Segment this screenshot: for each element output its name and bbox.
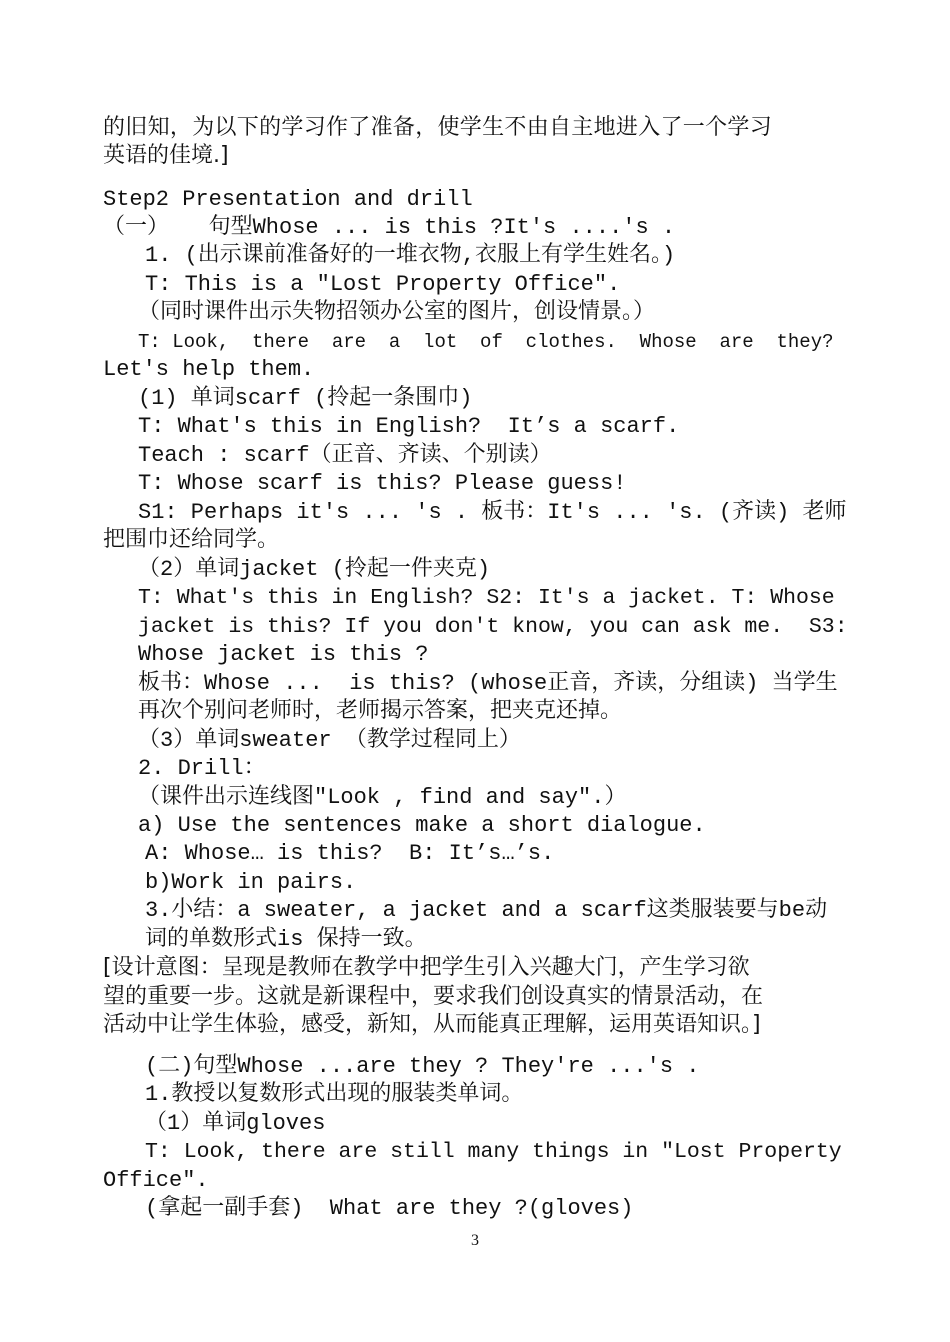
drill-heading: 2. Drill： (138, 756, 266, 781)
board-line-a: 板书：Whose ... is this? (whose正音，齐读，分组读) 当学生 (138, 671, 838, 696)
item1: 1. (出示课前准备好的一堆衣物,衣服上有学生姓名。) (145, 243, 676, 268)
teacher-line-2a: T: Look, there are a lot of clothes. Whose are they? (138, 331, 834, 353)
sweater-heading: （3）单词sweater （教学过程同上） (138, 728, 521, 753)
s1-line-b: 把围巾还给同学。 (103, 528, 280, 553)
board-line-b: 再次个别问老师时，老师揭示答案，把夹克还掉。 (138, 699, 623, 724)
summary-b: 词的单数形式is 保持一致。 (145, 927, 427, 952)
step2-heading: Step2 Presentation and drill (103, 187, 473, 212)
design-intent-b: 望的重要一步。这就是新课程中，要求我们创设真实的情景活动，在 (103, 984, 764, 1009)
design-intent-c: 活动中让学生体验，感受，新知，从而能真正理解，运用英语知识。] (103, 1012, 761, 1037)
scarf-teach: Teach : scarf（正音、齐读、个别读） (138, 443, 552, 468)
intro-line-2: 英语的佳境.] (103, 143, 229, 168)
design-intent-a: [设计意图：呈现是教师在教学中把学生引入兴趣大门，产生学习欲 (103, 955, 750, 980)
drill-show: （课件出示连线图"Look , find and say".） (138, 785, 627, 810)
drill-dialog: A: Whose… is this? B: It’s…’s. (145, 841, 555, 866)
scarf-guess: T: Whose scarf is this? Please guess! (138, 471, 627, 496)
gloves-heading: （1）单词gloves (145, 1111, 326, 1136)
scarf-question: T: What's this in English? It’s a scarf. (138, 414, 680, 439)
jacket-line-c: Whose jacket is this ? (138, 642, 429, 667)
summary-a: 3.小结：a sweater, a jacket and a scarf这类服装要与be动 (145, 898, 828, 923)
s1-line-a: S1: Perhaps it's ... 's . 板书：It's ... 's. (齐读) 老师 (138, 500, 847, 525)
page-number: 3 (471, 1232, 479, 1249)
part2-item1: 1.教授以复数形式出现的服装类单词。 (145, 1082, 524, 1107)
jacket-line-b: jacket is this? If you don't know, you can ask me. S3: (138, 615, 848, 639)
situation-note: （同时课件出示失物招领办公室的图片，创设情景。） (138, 300, 656, 325)
gloves-line-a: T: Look, there are still many things in "Lost Property (145, 1140, 842, 1164)
gloves-line-c: (拿起一副手套) What are they ?(gloves) (145, 1196, 634, 1221)
jacket-heading: （2）单词jacket (拎起一件夹克) (138, 557, 491, 582)
part1-heading: （一） 句型Whose ... is this ?It's ....'s . (103, 215, 676, 240)
teacher-line-2b: Let's help them. (103, 357, 315, 382)
teacher-line-1: T: This is a "Lost Property Office". (145, 272, 621, 297)
scarf-heading: (1) 单词scarf (拎起一条围巾) (138, 386, 473, 411)
drill-a: a) Use the sentences make a short dialogue. (138, 813, 706, 838)
intro-line-1: 的旧知，为以下的学习作了准备，使学生不由自主地进入了一个学习 (103, 115, 773, 140)
jacket-line-a: T: What's this in English? S2: It's a jacket. T: Whose (138, 586, 835, 610)
part2-heading: (二)句型Whose ...are they ? They're ...'s . (145, 1054, 700, 1079)
drill-b: b)Work in pairs. (145, 870, 357, 895)
gloves-line-b: Office". (103, 1168, 209, 1193)
